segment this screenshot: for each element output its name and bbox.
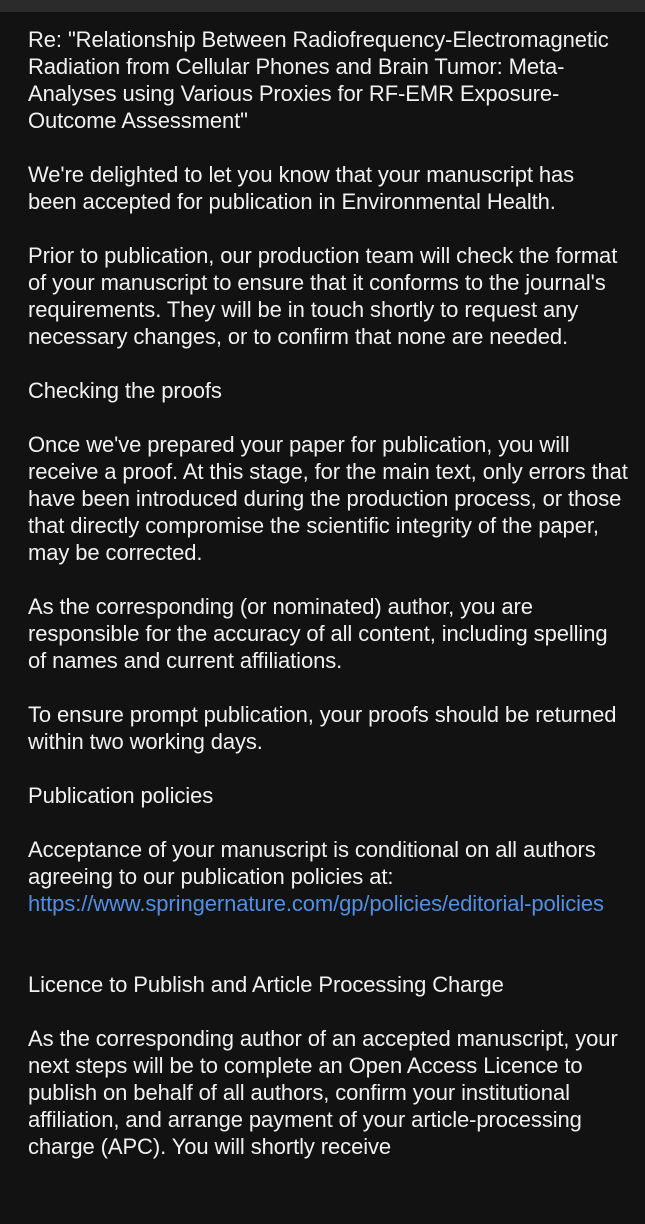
licence-paragraph: As the corresponding author of an accepted manuscript, your next steps will be to complete an Open Access Licence to publish on behalf of all authors, confirm your institutional affiliation, and arrange payment of your article-processing charge (APC). You will shortly receive [28, 1026, 618, 1159]
licence-heading: Licence to Publish and Article Processing Charge [28, 972, 504, 997]
spacer [28, 944, 628, 971]
acceptance-conditions-paragraph [28, 836, 628, 917]
corresponding-author-paragraph: As the corresponding (or nominated) author, you are responsible for the accuracy of all content, including spelling of names and current affiliations. [28, 594, 608, 673]
prompt-publication-paragraph: To ensure prompt publication, your proofs should be returned within two working days. [28, 702, 617, 754]
acceptance-conditions-text: Acceptance of your manuscript is conditional on all authors agreeing to our publication policies at: [28, 837, 596, 889]
acceptance-paragraph: We're delighted to let you know that your manuscript has been accepted for publication in Environmental Health. [28, 162, 575, 214]
email-body [28, 26, 628, 1187]
editorial-policies-link[interactable]: https://www.springernature.com/gp/policies/editorial-policies [28, 891, 604, 916]
email-subject-line: Re: "Relationship Between Radiofrequency-Electromagnetic Radiation from Cellular Phones and Brain Tumor: Meta-Analyses using Various Proxies for RF-EMR Exposure-Outcome Assessment" [28, 27, 609, 133]
production-paragraph: Prior to publication, our production team will check the format of your manuscript to ensure that it conforms to the journal's requirements. They will be in touch shortly to request any necessary changes, or to confirm that none are needed. [28, 243, 618, 349]
policies-heading: Publication policies [28, 783, 214, 808]
proofs-heading: Checking the proofs [28, 378, 222, 403]
proof-paragraph: Once we've prepared your paper for publication, you will receive a proof. At this stage, for the main text, only errors that have been introduced during the production process, or those that directly compromise the scientific integrity of the paper, may be corrected. [28, 432, 628, 565]
top-bar [0, 0, 645, 12]
